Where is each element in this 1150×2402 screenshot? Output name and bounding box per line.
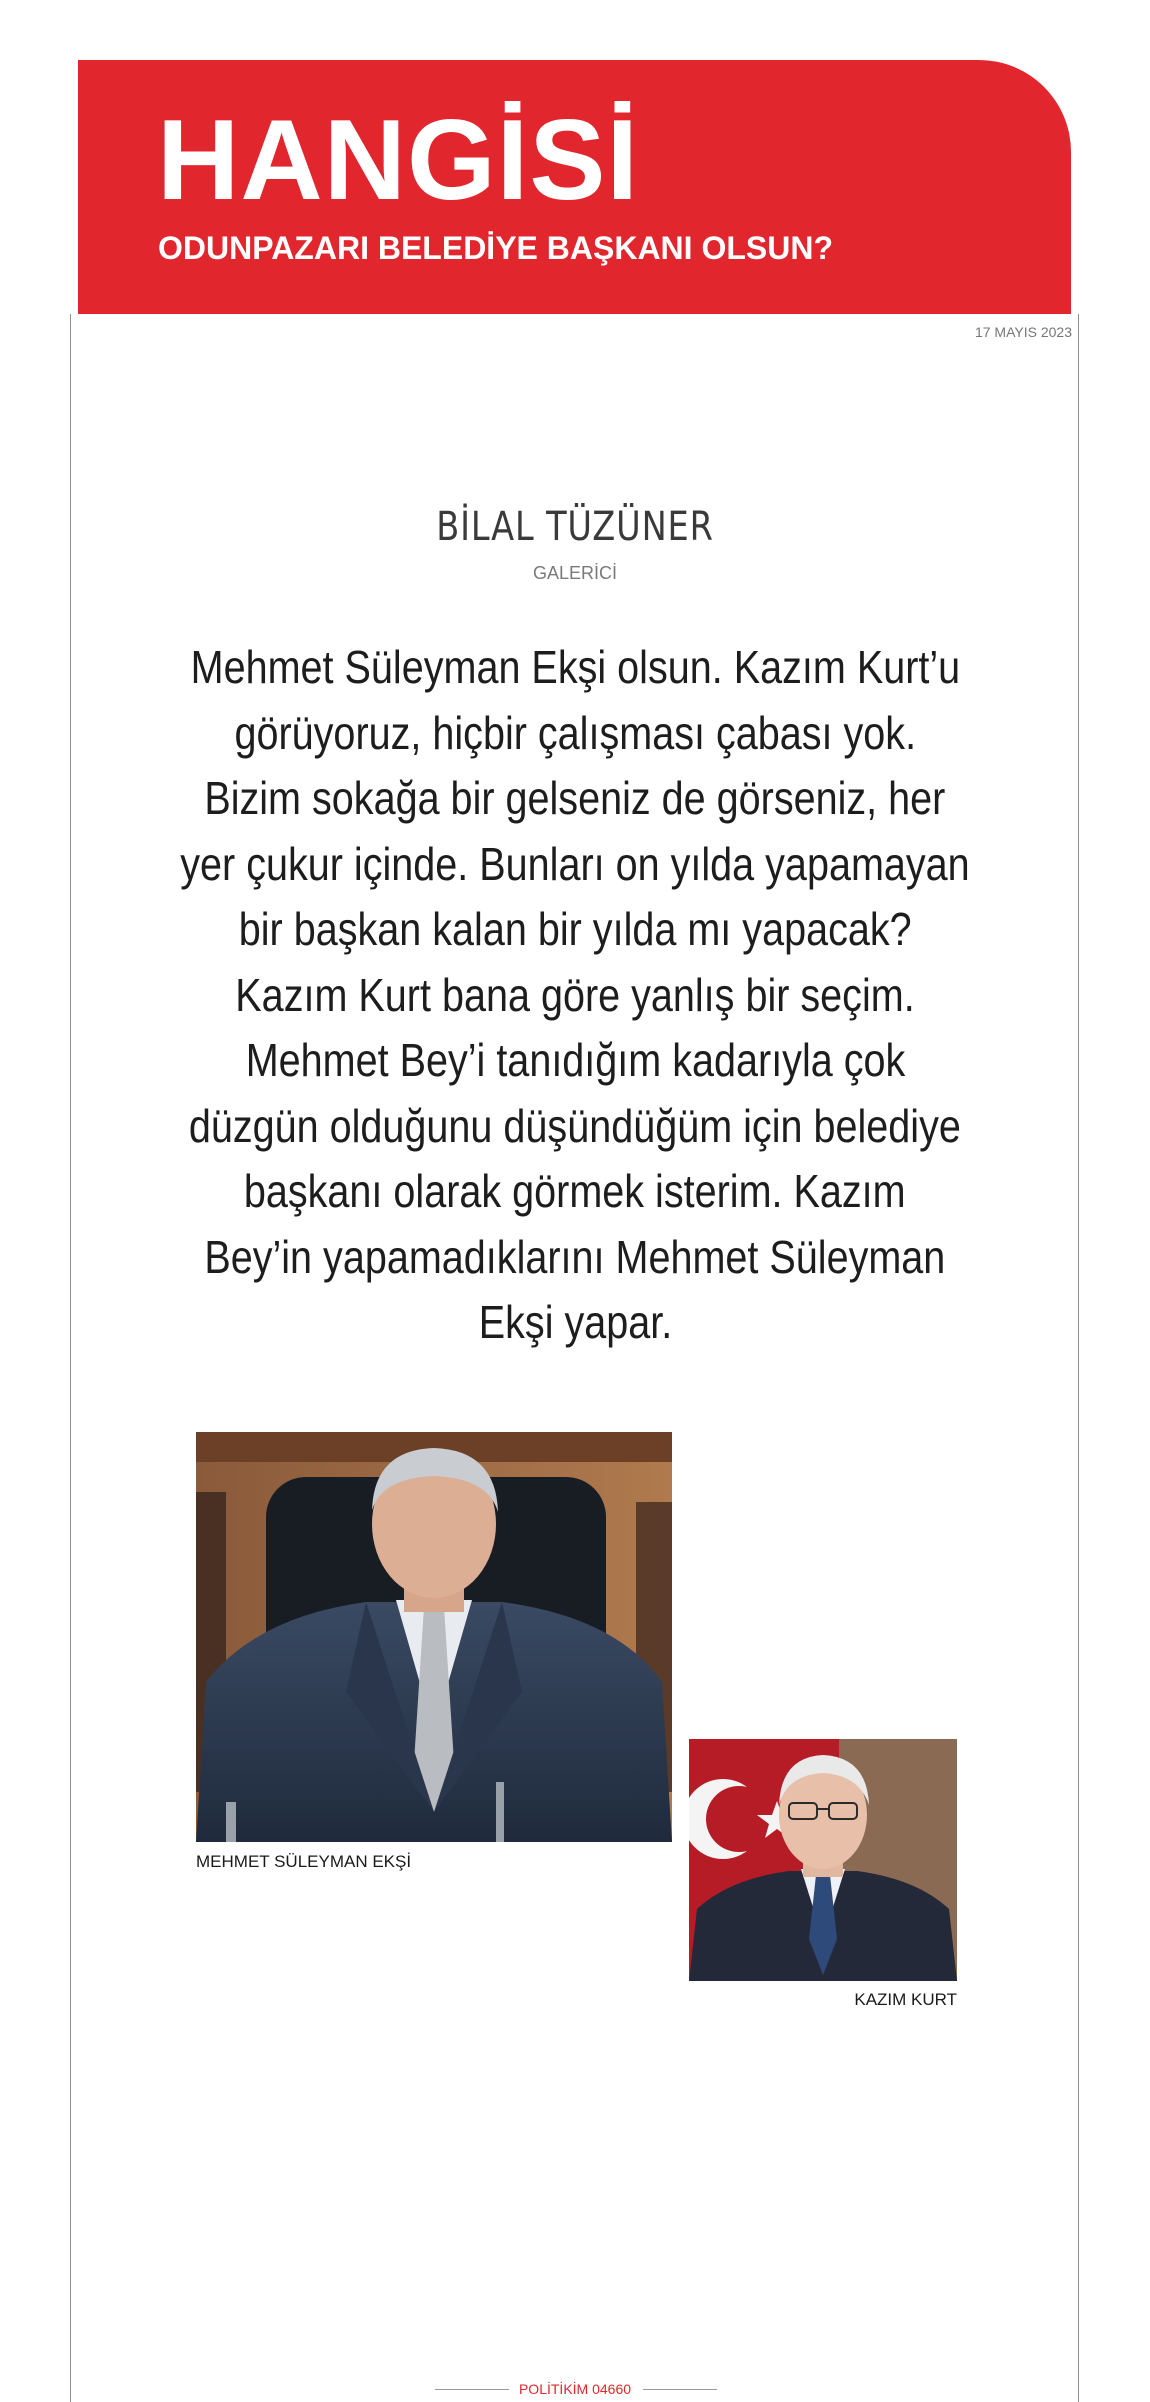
publication-date: 17 MAYIS 2023 [974,324,1072,340]
header-banner [78,60,1071,314]
photo-mehmet-suleyman-eksi [196,1432,672,1842]
frame-left-border [70,314,71,2402]
quote-line: düzgün olduğunu düşündüğüm için belediye [188,1099,962,1152]
photo-caption-eksi: MEHMET SÜLEYMAN EKŞİ [196,1852,412,1871]
frame-right-border [1078,314,1079,2402]
footer-page-label: POLİTİKİM 04660 [518,2381,632,2397]
quote-line: Ekşi yapar. [478,1296,672,1348]
author-name: BİLAL TÜZÜNER [436,504,714,550]
quote-text [0,635,1150,1356]
author-role: GALERİCİ [532,563,618,583]
quote-line: Mehmet Bey’i tanıdığım kadarıyla çok [245,1034,905,1086]
portrait-image [196,1432,672,1842]
portrait-image [689,1739,957,1981]
quote-line: Mehmet Süleyman Ekşi olsun. Kazım Kurt’u [190,641,960,693]
quote-line: başkanı olarak görmek isterim. Kazım [244,1165,906,1217]
quote-line: Bizim sokağa bir gelseniz de görseniz, her [204,772,946,824]
subheadline: ODUNPAZARI BELEDİYE BAŞKANI OLSUN? [158,230,833,266]
quote-line: bir başkan kalan bir yılda mı yapacak? [238,903,912,955]
quote-line: görüyoruz, hiçbir çalışması çabası yok. [234,706,916,759]
photo-caption-kurt: KAZIM KURT [854,1990,957,2009]
quote-line: Kazım Kurt bana göre yanlış bir seçim. [235,968,915,1021]
quote-line: yer çukur içinde. Bunları on yılda yapamayan [180,837,970,890]
quote-line: Bey’in yapamadıklarını Mehmet Süleyman [204,1230,946,1283]
headline: HANGİSİ [157,97,640,224]
photo-kazim-kurt [689,1739,957,1981]
